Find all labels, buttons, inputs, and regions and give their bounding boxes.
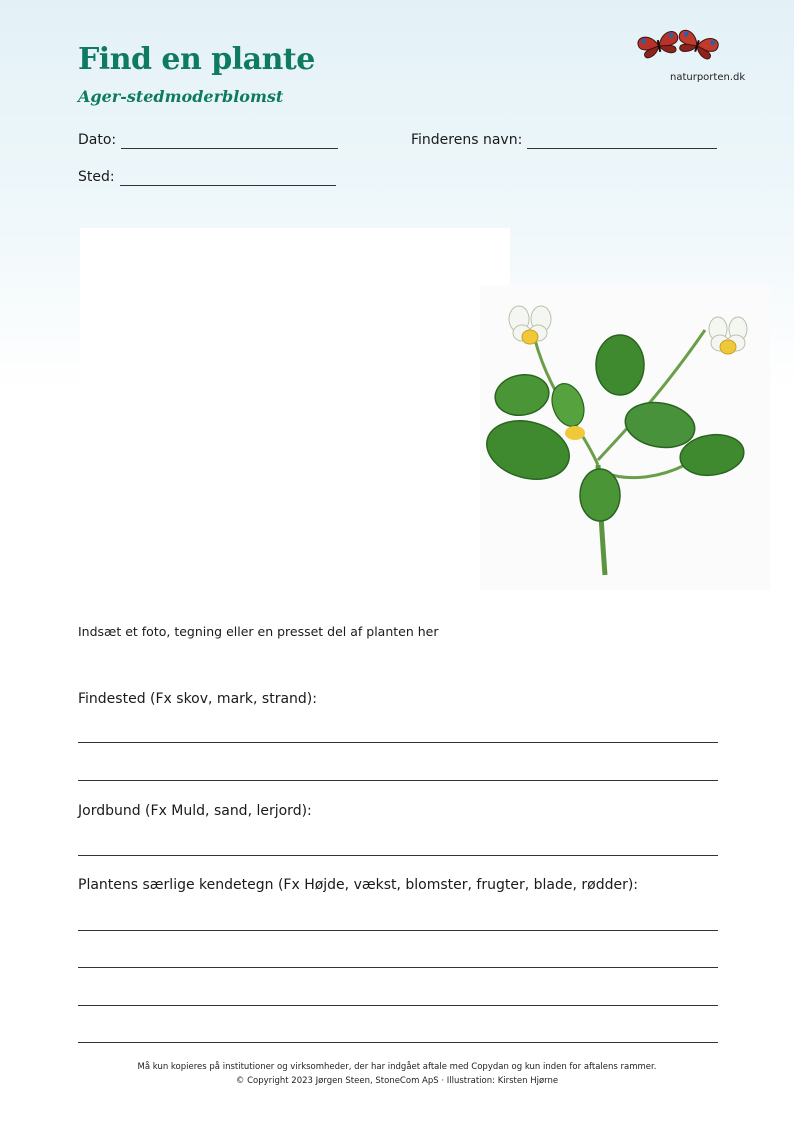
butterfly-icon bbox=[635, 26, 725, 66]
plant-illustration bbox=[480, 285, 770, 590]
kendetegn-line-2[interactable] bbox=[78, 967, 718, 968]
brand-site-text: naturporten.dk bbox=[670, 72, 746, 83]
kendetegn-line-1[interactable] bbox=[78, 930, 718, 931]
jordbund-label: Jordbund (Fx Muld, sand, lerjord): bbox=[78, 803, 312, 819]
findested-label: Findested (Fx skov, mark, strand): bbox=[78, 691, 317, 707]
date-field[interactable] bbox=[121, 148, 338, 149]
kendetegn-label: Plantens særlige kendetegn (Fx Højde, vækst, blomster, frugter, blade, rødder): bbox=[78, 877, 639, 893]
place-field[interactable] bbox=[120, 185, 336, 186]
finder-name-field[interactable] bbox=[527, 148, 717, 149]
page-subtitle: Ager-stedmoderblomst bbox=[78, 87, 284, 106]
kendetegn-line-3[interactable] bbox=[78, 1005, 718, 1006]
place-label: Sted: bbox=[78, 169, 115, 185]
page-title: Find en plante bbox=[78, 42, 315, 77]
finder-name-label: Finderens navn: bbox=[411, 132, 523, 148]
footer-copyright: © Copyright 2023 Jørgen Steen, StoneCom ApS · Illustration: Kirsten Hjørne bbox=[235, 1076, 559, 1086]
field-pansy-illustration bbox=[480, 285, 770, 590]
date-label: Dato: bbox=[78, 132, 117, 148]
photo-caption: Indsæt et foto, tegning eller en presset del af planten her bbox=[78, 624, 439, 639]
findested-line-1[interactable] bbox=[78, 742, 718, 743]
jordbund-line-1[interactable] bbox=[78, 855, 718, 856]
kendetegn-line-4[interactable] bbox=[78, 1042, 718, 1043]
photo-insert-area[interactable] bbox=[80, 228, 510, 598]
brand-logo[interactable] bbox=[630, 26, 746, 86]
findested-line-2[interactable] bbox=[78, 780, 718, 781]
footer-copy-notice: Må kun kopieres på institutioner og virksomheder, der har indgået aftale med Copydan og kun inden for aftalens rammer. bbox=[137, 1062, 657, 1072]
